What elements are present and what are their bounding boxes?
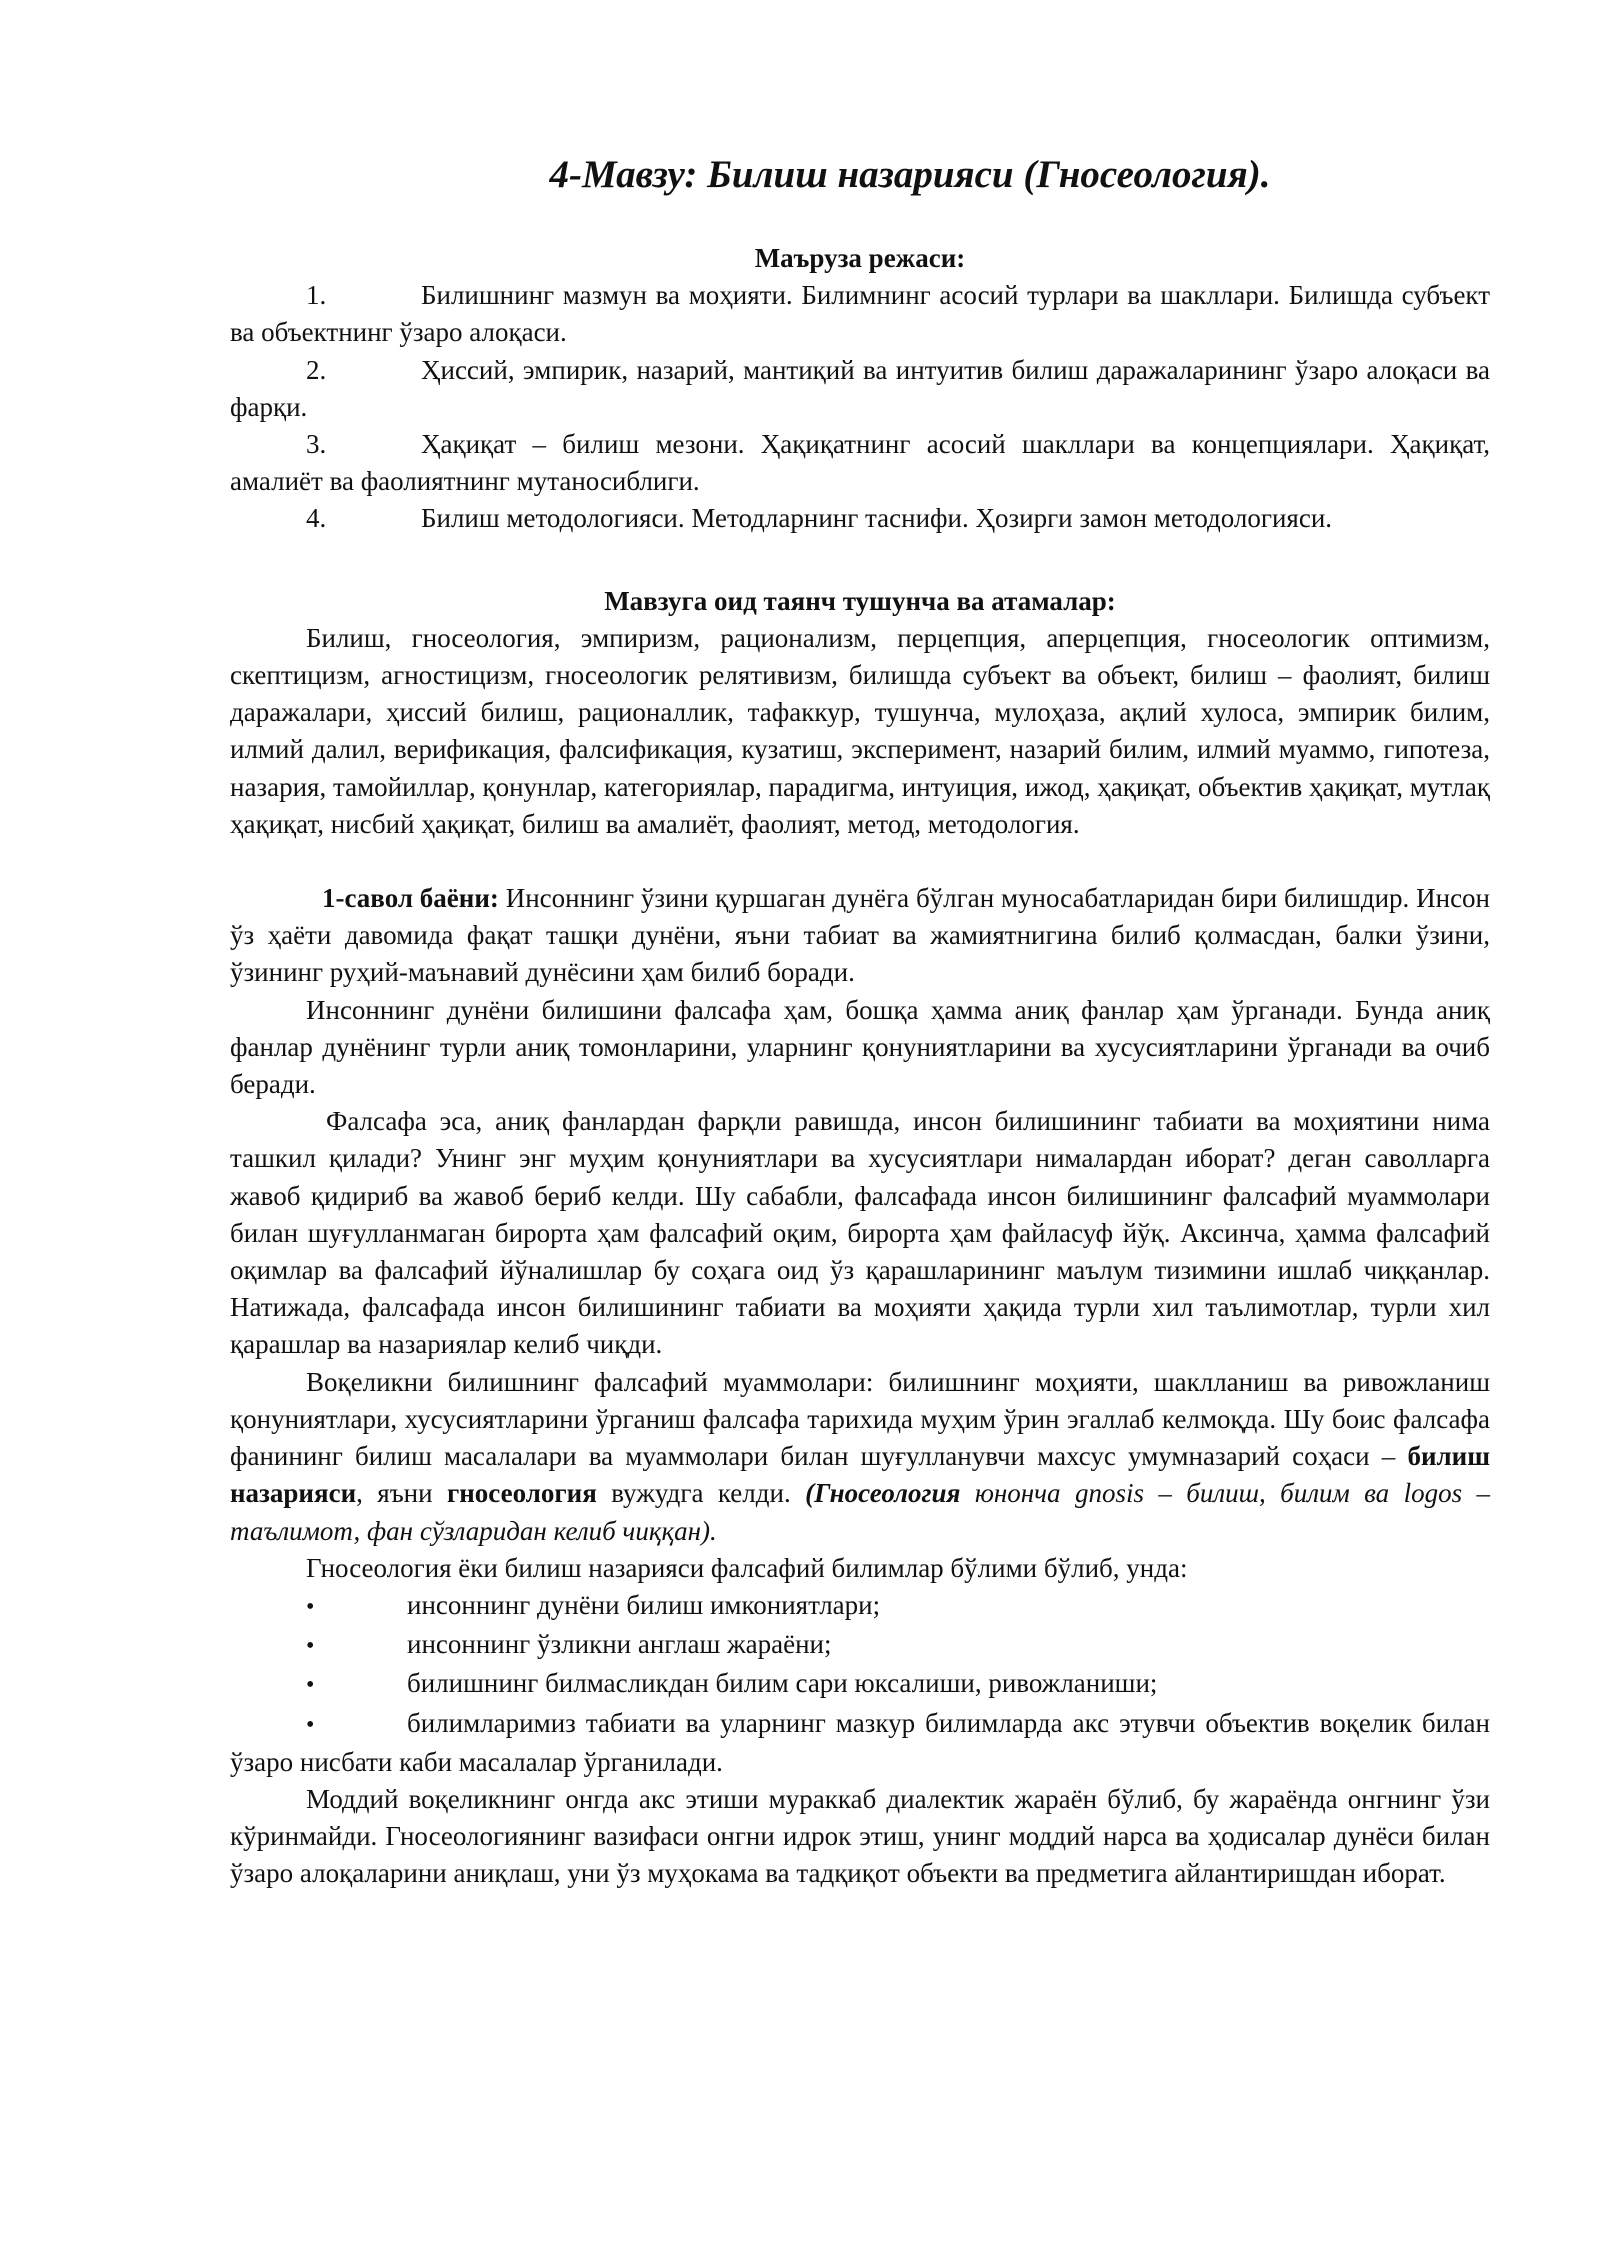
list-item-text: билимларимиз табиати ва уларнинг мазкур билимларда акс этувчи объектив воқелик билан ўзаро нисбати каби масалалар ўрганилади. xyxy=(230,1707,1490,1777)
paragraph-text: вужудга келди. xyxy=(596,1478,806,1509)
paragraph-text: Инсоннинг ўзини қуршаган дунёга бўлган муносабатларидан бири билишдир. Инсон ўз ҳаёти давомида фақат ташқи дунёни, яъни табиат ва жамиятнигина билиб қолмасдан, балки ўзини, ўзининг руҳий-маънавий дунёсини ҳам билиб боради. xyxy=(230,883,1491,988)
body-paragraph xyxy=(230,1364,1490,1550)
plan-item-number: 2. xyxy=(306,354,327,385)
list-item xyxy=(230,1705,1490,1781)
page-title: 4-Мавзу: Билиш назарияси (Гносеология). xyxy=(549,153,1271,196)
spacer xyxy=(230,575,1490,583)
bullet-icon: • xyxy=(306,1593,315,1620)
document-page xyxy=(230,150,1490,1893)
paragraph-text: , яъни xyxy=(356,1478,447,1509)
bullet-icon: • xyxy=(306,1633,315,1660)
plan-item-number: 3. xyxy=(306,429,327,460)
list-item xyxy=(230,1587,1490,1626)
question-1-label: 1-савол баёни: xyxy=(322,883,499,914)
plan-item-text: Билишнинг мазмун ва моҳияти. Билимнинг асосий турлари ва шакллари. Билишда субъект ва объектнинг ўзаро алоқаси. xyxy=(230,280,1490,348)
terms-paragraph: Билиш, гносеология, эмпиризм, рационализм, перцепция, аперцепция, гносеологик оптимизм, скептицизм, агностицизм, гносеологик релятивизм, билишда субъект ва объект, билиш – фаолият, билиш даражалари, ҳиссий билиш, рационаллик, тафаккур, тушунча, мулоҳаза, ақлий хулоса, эмпирик билим, илмий далил, верификация, фалсификация, кузатиш, эксперимент, назарий билим, илмий муаммо, гипотеза, назария, тамойиллар, қонунлар, категориялар, парадигма, интуиция, ижод, ҳақиқат, объектив ҳақиқат, мутлақ ҳақиқат, нисбий ҳақиқат, билиш ва амалиёт, фаолият, метод, методология. xyxy=(230,622,1490,839)
body-paragraph: Фалсафа эса, аниқ фанлардан фарқли равишда, инсон билишининг табиати ва моҳиятини нима ташкил қилади? Унинг энг муҳим қонуниятлари ва хусусиятлари нималардан иборат? деган саволларга жавоб қидириб ва жавоб бериб келди. Шу сабабли, фалсафада инсон билишининг фалсафий муаммолари билан шуғулланмаган бирорта ҳам фалсафий оқим, бирорта ҳам файласуф йўқ. Аксинча, ҳамма фалсафий оқимлар ва фалсафий йўналишлар бу соҳага оид ўз қарашларининг маълум тизимини ишлаб чиққанлар. Натижада, фалсафада инсон билишининг табиати ва моҳияти ҳақида турли хил таълимотлар, турли хил қарашлар ва назариялар келиб чиқди. xyxy=(230,1106,1490,1360)
spacer xyxy=(230,843,1490,880)
body-paragraph: Моддий воқеликнинг онгда акс этиши мураккаб диалектик жараён бўлиб, бу жараёнда онгнинг ўзи кўринмайди. Гносеологиянинг вазифаси онгни идрок этиш, унинг моддий нарса ва ҳодисалар дунёси билан ўзаро алоқаларини аниқлаш, уни ўз муҳокама ва тадқиқот объекти ва предметига айлантиришдан иборат. xyxy=(230,1783,1490,1889)
etymology-text: юнонча gnosis – билиш, билим ва logos – таълимот, фан сўзларидан келиб чиққан). xyxy=(230,1478,1491,1546)
paragraph-text: Воқеликни билишнинг фалсафий муаммолари: билишнинг моҳияти, шаклланиш ва ривожланиш қонуниятлари, хусусиятларини ўрганиш фалсафа тарихида муҳим ўрин эгаллаб келмоқда. Шу боис фалсафа фанининг билиш масалалари ва муаммолари билан шуғулланувчи махсус умумназарий соҳаси – xyxy=(230,1366,1490,1472)
plan-list xyxy=(230,277,1490,537)
list-item-text: билишнинг билмасликдан билим сари юксалиши, ривожланиши; xyxy=(407,1668,1158,1699)
plan-item-number: 4. xyxy=(306,503,327,534)
body-paragraph: Гносеология ёки билиш назарияси фалсафий билимлар бўлими бўлиб, унда: xyxy=(306,1552,1188,1583)
bullet-list xyxy=(230,1587,1490,1781)
question-1-paragraph xyxy=(230,880,1490,992)
plan-item-text: Билиш методологияси. Методларнинг таснифи. Ҳозирги замон методологияси. xyxy=(421,503,1333,534)
term-gnoseology: гносеология xyxy=(446,1478,597,1509)
plan-item-number: 1. xyxy=(306,280,327,311)
list-item-text: инсоннинг ўзликни англаш жараёни; xyxy=(407,1629,832,1660)
spacer xyxy=(230,538,1490,575)
term-epistemology-theory: билиш назарияси xyxy=(230,1441,1490,1509)
plan-item-text: Ҳақиқат – билиш мезони. Ҳақиқатнинг асосий шакллари ва концепциялари. Ҳақиқат, амалиёт ва фаолиятнинг мутаносиблиги. xyxy=(230,429,1490,497)
terms-heading: Мавзуга оид таянч тушунча ва атамалар: xyxy=(604,585,1116,616)
plan-item xyxy=(230,426,1490,500)
list-item-text: инсоннинг дунёни билиш имкониятлари; xyxy=(407,1589,881,1620)
plan-item xyxy=(230,500,1490,537)
body-paragraph: Инсоннинг дунёни билишини фалсафа ҳам, бошқа ҳамма аниқ фанлар ҳам ўрганади. Бунда аниқ фанлар дунёнинг турли аниқ томонларини, уларнинг қонуниятларини ва хусусиятларини ўрганади ва очиб беради. xyxy=(230,994,1490,1100)
list-item xyxy=(230,1626,1490,1665)
bullet-icon: • xyxy=(306,1672,315,1699)
plan-item xyxy=(230,277,1490,351)
list-item xyxy=(230,1665,1490,1704)
plan-item-text: Ҳиссий, эмпирик, назарий, мантиқий ва интуитив билиш даражаларининг ўзаро алоқаси ва фарқи. xyxy=(230,354,1490,422)
plan-heading: Маъруза режаси: xyxy=(754,243,966,273)
plan-item xyxy=(230,352,1490,426)
bullet-icon: • xyxy=(306,1711,315,1738)
term-gnoseology-italic: (Гносеология xyxy=(805,1478,961,1509)
